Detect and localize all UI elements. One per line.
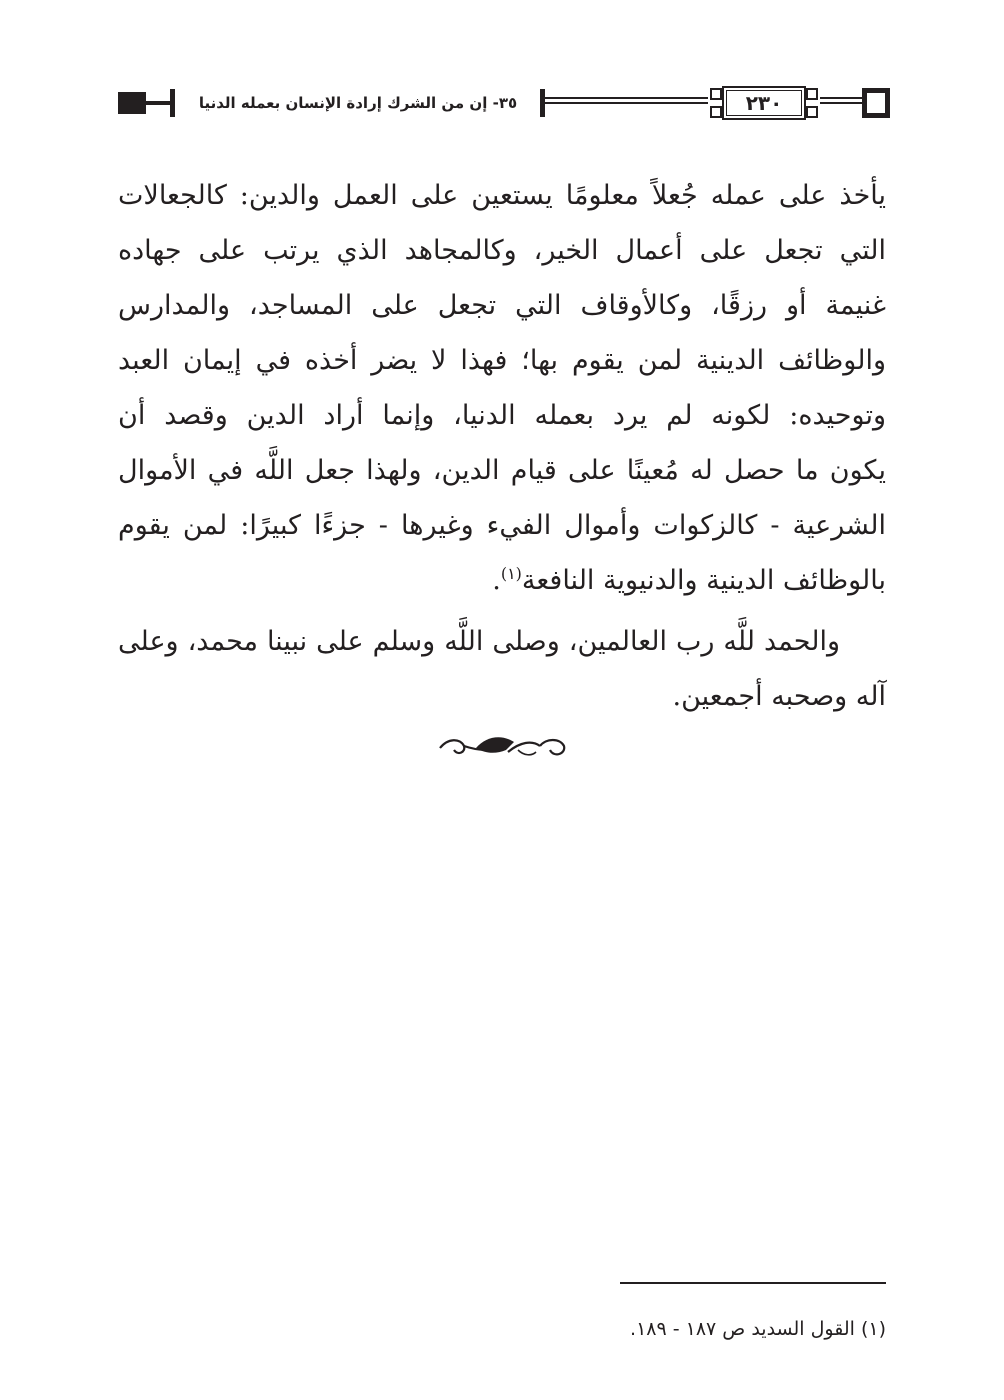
frame-knot-icon (710, 106, 722, 118)
text-fragment: والحمد للَّه رب العالمين، وصلى اللَّه وسلم على نبينا محمد، (187, 626, 840, 657)
text-line: والوظائف الدينية لمن يقوم بها؛ فهذا لا يضر أخذه في إيمان العبد (118, 345, 886, 376)
text-line: يأخذ على عمله جُعلاً معلومًا يستعين على العمل والدين: كالجعالات (118, 180, 886, 211)
sentence-end: . (492, 565, 501, 596)
text-line: التي تجعل على أعمال الخير، وكالمجاهد الذي يرتب على جهاده (118, 235, 886, 266)
header-divider (170, 89, 175, 117)
text-line: وتوحيده: لكونه لم يرد بعمله الدنيا، وإنما أراد الدين وقصد أن (118, 400, 886, 431)
text-line: غنيمة أو رزقًا، وكالأوقاف التي تجعل على المساجد، والمدارس (118, 290, 886, 321)
frame-knot-icon (806, 106, 818, 118)
text-line: يكون ما حصل له مُعينًا على قيام الدين، ولهذا جعل اللَّه في الأموال (118, 455, 886, 486)
chapter-title: ٣٥- إن من الشرك إرادة الإنسان بعمله الدنيا (198, 94, 518, 112)
frame-knot-icon (806, 88, 818, 100)
frame-knot-icon (710, 88, 722, 100)
page-number-frame (708, 84, 820, 122)
page-number: ٢٣٠ (745, 91, 783, 115)
footnote: (١) القول السديد ص ١٨٧ - ١٨٩. (630, 1318, 886, 1340)
header-ornament-square (862, 88, 890, 118)
footnote-separator (620, 1282, 886, 1284)
ornament-divider-icon (436, 730, 568, 764)
paragraph (118, 614, 886, 724)
header-rule (146, 101, 170, 105)
footnote-reference[interactable]: (١) (500, 564, 522, 583)
body-text (118, 168, 886, 724)
text-fragment: وعلى آله وصحبه أجمعين. (118, 626, 886, 712)
text-line (118, 553, 886, 608)
header-ornament-block (118, 92, 146, 114)
text-line: الشرعية - كالزكوات وأموال الفيء وغيرها - جزءًا كبيرًا: لمن يقوم (118, 510, 886, 541)
page-header (112, 82, 892, 126)
header-double-rule (820, 97, 862, 104)
text-fragment: بالوظائف الدينية والدنيوية النافعة (521, 565, 886, 596)
paragraph (118, 168, 886, 608)
header-double-rule (545, 97, 708, 104)
